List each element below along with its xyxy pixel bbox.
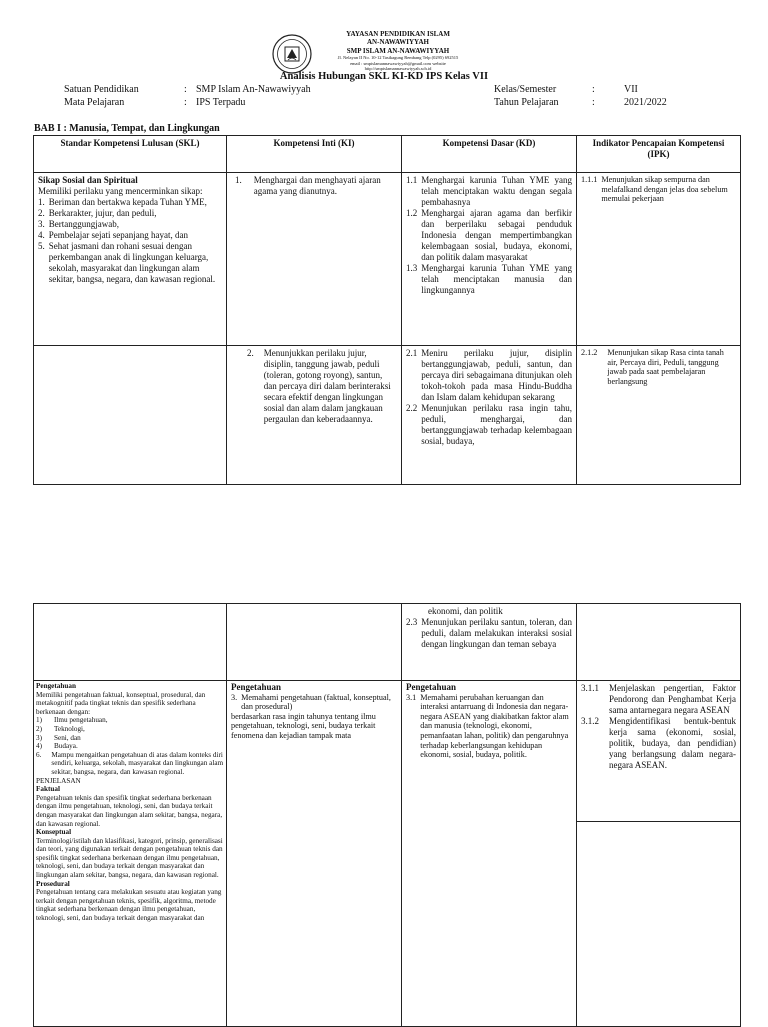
item-text: Beriman dan bertakwa kepada Tuhan YME, [48,197,207,207]
prosedural-title: Prosedural [36,879,70,888]
school-name: SMP ISLAM AN-NAWAWIYYAH [346,46,450,55]
list-item [406,617,572,650]
item-number: 1.1.1 [581,175,598,184]
list-item [36,716,224,725]
list-item [406,348,572,403]
skl-title: Pengetahuan [36,682,76,690]
item-number: 2.3 [406,617,418,627]
list-item [581,348,736,386]
kd-cell [402,681,577,1027]
item-text: Teknologi, [54,724,85,733]
item-number: 1) [36,716,42,725]
school-address: Jl. Nelayan II No. 10-12 Tasikagung Rembang Telp (0295) 692515 [337,55,459,61]
ki-cell [227,346,402,485]
separator: : [592,84,595,95]
ipk-cell [577,173,741,346]
table-row [34,604,741,681]
skl-cell [34,604,227,681]
kd-continuation: ekonomi, dan politik [428,606,503,616]
ki-title: Pengetahuan [231,682,282,692]
col-header-ipk: Indikator Pencapaian Kompetensi (IPK) [577,136,741,173]
kd-cell [402,604,577,681]
konseptual-text: Terminologi/istilah dan klasifikasi, kategori, prinsip, generalisasi dan teori, yang digunakan terkait dengan pengetahuan teknis dan spesifik tingkat sederhana berkenaan dengan ilmu pengetahuan, teknologi, seni, dan budaya terkait dengan masyarakat dan lingkungan alam sekitar, bangsa, negara, dan kawasan regional. [36,836,223,880]
list-item [231,175,397,197]
item-text: Menunjukan sikap Rasa cinta tanah air, Percaya diri, Peduli, tanggung jawab pada saat pembelajaran berlangsung [607,348,724,386]
ipk-cell [577,346,741,485]
item-number: 6. [36,750,42,759]
document-title: Analisis Hubungan SKL KI-KD IPS Kelas VII [279,71,489,82]
list-item [581,175,736,204]
item-text: Mengidentifikasi bentuk-bentuk kerja sama (ekonomi, sosial, politik, budaya, dan pendidian) yang berlangsung dalam negara-negara ASEAN. [609,716,736,770]
list-item [36,725,224,734]
skl-title: Sikap Sosial dan Spiritual [38,175,138,185]
item-text: Pembelajar sejati sepanjang hayat, dan [48,230,188,240]
list-item [581,716,736,771]
ipk-cell [577,681,741,822]
analysis-table-page2 [33,603,741,1027]
item-number: 3. [231,692,238,702]
institution-header [318,30,478,72]
list-item [231,693,397,712]
item-text: Menunjukan perilaku rasa ingin tahu, peduli, menghargai, dan bertanggungjawab terhadap kelembagaan sosial, budaya, [421,403,572,446]
table-row [34,173,741,346]
item-text: Bertanggungjawab, [48,219,119,229]
item-number: 3.1.1 [581,683,599,693]
skl-cell [34,346,227,485]
mapel-value: IPS Terpadu [196,96,246,108]
item-text: Menghargai dan menghayati ajaran agama yang dianutnya. [253,175,381,196]
mapel-label: Mata Pelajaran [64,96,125,108]
item-number: 2.1 [406,348,418,358]
list-item [38,241,222,285]
penjelasan-label: PENJELASAN [36,776,81,785]
item-text: Menghargai karunia Tuhan YME yang telah menciptakan waktu dengan segala pembahasnya [421,175,572,207]
school-email: email : smpislamannawawiyyah@gmail.com website http://smpislamannawawiyyah.sch.id [350,60,446,72]
item-number: 1.3 [406,263,418,273]
tahun-label: Tahun Pelajaran [494,96,559,108]
item-text: Menghargai ajaran agama dan berfikir dan berperilaku sebagai penduduk Indonesia dengan mempertimbangkan kelembagaan sosial, budaya, ekonomi, dan politik dalam masyarakat [421,208,572,262]
ipk-cell [577,604,741,681]
item-text: Menghargai karunia Tuhan YME yang telah menciptakan manusia dan lingkungannya [421,263,572,295]
list-item [36,742,224,751]
faktual-text: Pengetahuan teknis dan spesifik tingkat sederhana berkenaan dengan ilmu pengetahuan, teknologi, seni, dan budaya terkait dengan masyarakat dan lingkungan alam sekitar, bangsa, negara, dan kawasan regional. [36,793,223,828]
item-number: 1. [235,175,242,185]
list-item [38,230,222,241]
ipk-cell [577,822,741,1027]
item-number: 2. [247,348,254,358]
item-number: 1. [38,197,45,207]
item-number: 5. [38,241,45,251]
list-item [38,208,222,219]
satuan-value: SMP Islam An-Nawawiyyah [196,84,311,95]
analysis-table-page1 [33,135,741,485]
kelas-label: Kelas/Semester [494,84,557,95]
separator: : [592,96,595,108]
school-logo-icon [272,34,312,74]
item-text: Budaya. [54,742,78,751]
list-item [38,219,222,230]
satuan-label: Satuan Pendidikan [64,84,139,95]
item-number: 2) [36,724,42,733]
list-item [406,208,572,263]
list-item [406,403,572,447]
table-row [34,681,741,822]
meta-left [64,84,311,109]
meta-right [494,84,667,109]
item-text: Meniru perilaku jujur, disiplin bertanggungjawab, peduli, santun, dan percaya diri sebagaimana ditunjukan oleh tokoh-tokoh pada masa Hindu-Buddha dan Islam dalam kehidupan sekarang [421,348,572,402]
foundation-name: AN-NAWAWIYYAH [367,38,429,47]
item-number: 3.1.2 [581,716,599,726]
foundation-label: YAYASAN PENDIDIKAN ISLAM [346,30,450,38]
kd-cell [402,173,577,346]
item-number: 2.2 [406,403,418,413]
item-text: Menunjukan perilaku santun, toleran, dan peduli, dalam melakukan interaksi sosial dengan lingkungan dan teman sebaya [421,617,572,649]
col-header-skl: Standar Kompetensi Lulusan (SKL) [34,136,227,173]
list-item [581,683,736,716]
kd-title: Pengetahuan [406,682,457,692]
item-text: Seni, dan [54,733,81,742]
item-number: 3) [36,733,42,742]
konseptual-title: Konseptual [36,828,72,837]
table-row [34,346,741,485]
list-item [36,734,224,743]
item-number: 4) [36,742,42,751]
list-item [406,693,572,760]
item-number: 2.1.2 [581,348,598,357]
list-item [406,263,572,296]
item-text: Berkarakter, jujur, dan peduli, [48,208,157,218]
item-number: 3.1 [406,692,417,702]
skl-cell [34,681,227,1027]
separator: : [184,96,187,108]
item-text: Ilmu pengetahuan, [54,716,108,725]
col-header-kd: Kompetensi Dasar (KD) [402,136,577,173]
ki-cell [227,173,402,346]
item-text: Menunjukan sikap sempurna dan melafalkand dengan jelas doa sebelum memulai pekerjaan [601,175,728,204]
ki-cell [227,681,402,1027]
tahun-value: 2021/2022 [624,96,667,108]
list-item [38,197,222,208]
item-text: Menunjukkan perilaku jujur, disiplin, tanggung jawab, peduli (toleran, gotong royong), santun, dan percaya diri dalam berinteraksi secara efektif dengan lingkungan sosial dan alam dalam jangkauan pergaulan dan keberadaannya. [263,348,391,424]
table-header-row [34,136,741,173]
kd-cell [402,346,577,485]
col-header-ki: Kompetensi Inti (KI) [227,136,402,173]
list-item [406,175,572,208]
item-number: 1.1 [406,175,418,185]
separator: : [184,84,187,95]
item-text: Mampu mengaitkan pengetahuan di atas dalam konteks diri sendiri, keluarga, sekolah, masyarakat dan lingkungan alam sekitar, bangsa, negara, dan kawasan regional. [51,750,224,776]
skl-intro: Memiliki perilaku yang mencerminkan sikap: [38,186,203,196]
list-item [231,348,397,425]
skl-intro: Memiliki pengetahuan faktual, konseptual, prosedural, dan metakognitif pada tingkat teknis dan spesifik sederhana berkenaan dengan: [36,690,206,716]
item-text: Memahami pengetahuan (faktual, konseptual, dan prosedural) [241,692,391,712]
item-text: Memahami perubahan keruangan dan interaksi antarruang di Indonesia dan negara-negara ASEAN yang diakibatkan faktor alam dan manusia (teknologi, ekonomi, pemanfaatan lahan, politik) dan pengaruhnya terhadap keberlangsungan kehidupan ekonomi, sosial, budaya, politik. [420,692,569,760]
item-text: Sehat jasmani dan rohani sesuai dengan perkembangan anak di lingkungan keluarga, sekolah, masyarakat dan lingkungan alam sekitar, bangsa, negara, dan kawasan regional. [48,241,216,284]
ki-continuation: berdasarkan rasa ingin tahunya tentang ilmu pengetahuan, teknologi, seni, budaya terkait fenomena dan kejadian tampak mata [231,711,376,740]
item-text: Menjelaskan pengertian, Faktor Pendorong dan Penghambat Kerja sama antarnegara negara ASEAN [609,683,736,715]
faktual-title: Faktual [36,785,60,794]
item-number: 2. [38,208,45,218]
skl-cell [34,173,227,346]
item-number: 1.2 [406,208,418,218]
prosedural-text: Pengetahuan tentang cara melakukan sesuatu atau kegiatan yang terkait dengan pengetahuan teknis, spesifik, algoritma, metode tingkat sederhana berkenaan dengan ilmu pengetahuan, teknologi, seni, dan budaya terkait dengan masyarakat dan [36,888,222,923]
item-number: 4. [38,230,45,240]
kelas-value: VII [624,84,638,95]
item-number: 3. [38,219,45,229]
chapter-heading: BAB I : Manusia, Tempat, dan Lingkungan [34,123,220,134]
list-item [36,751,224,777]
ki-cell [227,604,402,681]
